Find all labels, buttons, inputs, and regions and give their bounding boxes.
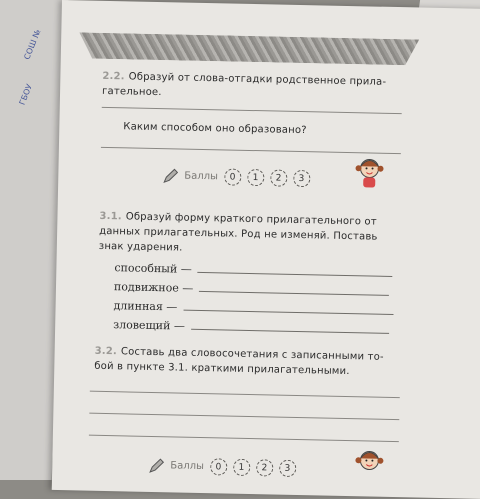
answer-line[interactable] [183,310,393,315]
word-label: подвижное — [113,280,194,295]
decorative-banner [79,32,419,65]
task-3-2-number: 3.2. [94,345,118,358]
answer-line[interactable] [89,413,399,420]
word-row [114,280,390,299]
scores-label: Баллы [170,460,205,473]
task-3-2-text [94,344,384,380]
task-3-1-number: 3.1. [99,210,122,223]
score-circle-2[interactable]: 2 [256,459,273,476]
scores-row-2 [148,457,296,477]
word-row [114,261,393,280]
answer-line[interactable] [101,147,401,154]
scores-label: Баллы [184,170,219,183]
answer-line[interactable] [199,291,389,296]
girl-icon [352,154,387,189]
task-2-2-line2: гательное. [101,85,162,99]
task-3-1-line2: данных прилагательных. Род не изменяй. Поставь [99,225,378,243]
background-sheet-left: СОШ № ГБОУ [0,0,68,480]
task-3-2-line1: Составь два словосочетания с записанными то- [120,346,384,363]
score-circle-2[interactable]: 2 [270,169,287,186]
task-3-1-line1: Образуй форму краткого прилагательного от [125,211,377,228]
pencil-icon [148,457,164,473]
task-3-1-text [99,209,378,260]
task-2-2-question: Каким способом оно образовано? [123,121,307,137]
word-label: длинная — [113,299,178,314]
answer-line[interactable] [191,329,389,334]
task-3-2-line2: бой в пункте 3.1. краткими прилагательными. [94,360,350,378]
scores-row-1 [162,167,310,187]
word-label: способный — [114,261,192,276]
answer-line[interactable] [90,391,400,398]
workbook-page [52,0,480,499]
task-2-2-line1: Образуй от слова-отгадки родственное прила- [128,71,387,88]
task-3-1-line3: знак ударения. [98,240,183,254]
word-label: зловещий — [113,318,186,333]
score-circle-1[interactable]: 1 [233,459,250,476]
score-circle-1[interactable]: 1 [247,169,264,186]
score-circle-3[interactable]: 3 [293,170,310,187]
answer-line[interactable] [89,435,399,442]
answer-line[interactable] [198,272,393,277]
score-circle-3[interactable]: 3 [279,460,296,477]
pencil-icon [162,168,178,184]
score-circle-0[interactable]: 0 [224,168,241,185]
word-row [113,318,389,337]
score-circle-0[interactable]: 0 [210,458,227,475]
task-2-2-number: 2.2. [102,70,125,83]
girl-icon [352,446,387,481]
answer-line[interactable] [102,107,402,114]
task-2-2-text [102,69,386,105]
word-row [113,299,393,318]
